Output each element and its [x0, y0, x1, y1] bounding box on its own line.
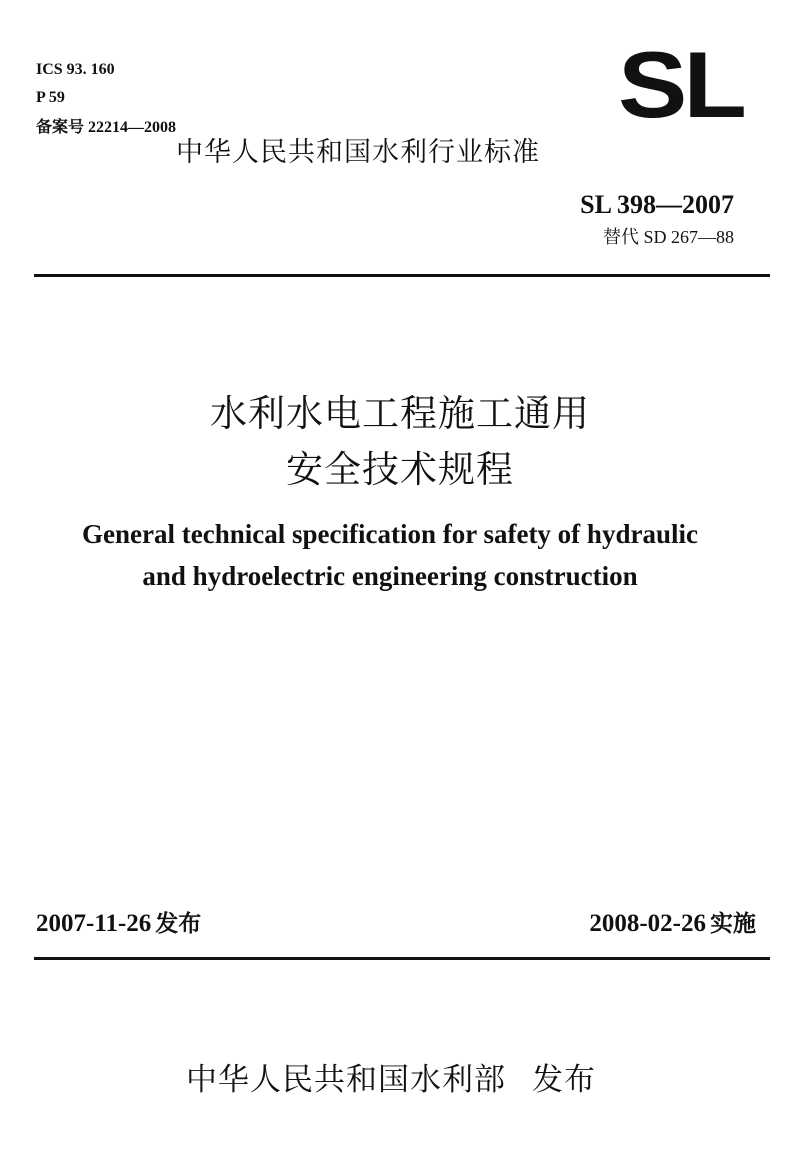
publish-date: 2007-11-26	[36, 910, 152, 937]
replaces-standard: 替代 SD 267—88	[602, 227, 734, 247]
publish-label: 发布	[155, 911, 202, 937]
implement-date: 2008-02-26	[589, 910, 706, 937]
ics-code: ICS 93. 160	[36, 61, 115, 78]
implement-label: 实施	[710, 911, 756, 937]
p-code: P 59	[36, 89, 65, 106]
title-chinese-line1: 水利水电工程施工通用	[210, 392, 590, 435]
record-number: 备案号 22214—2008	[36, 119, 177, 136]
top-divider	[34, 274, 770, 277]
publisher-action: 发布	[532, 1062, 596, 1098]
publish-date-block	[36, 908, 201, 940]
title-english-line1: General technical specification for safety of hydraulic	[82, 519, 698, 549]
implement-date-block	[589, 908, 756, 940]
bottom-divider	[34, 957, 770, 960]
title-english-line2: and hydroelectric engineering construction	[142, 561, 638, 591]
sl-logo: SL	[618, 33, 743, 138]
publisher-org: 中华人民共和国水利部	[186, 1062, 506, 1098]
publisher-line	[186, 1060, 596, 1100]
title-chinese-line2: 安全技术规程	[286, 448, 514, 491]
industry-standard-heading: 中华人民共和国水利行业标准	[176, 137, 540, 168]
standard-number: SL 398—2007	[580, 190, 734, 219]
